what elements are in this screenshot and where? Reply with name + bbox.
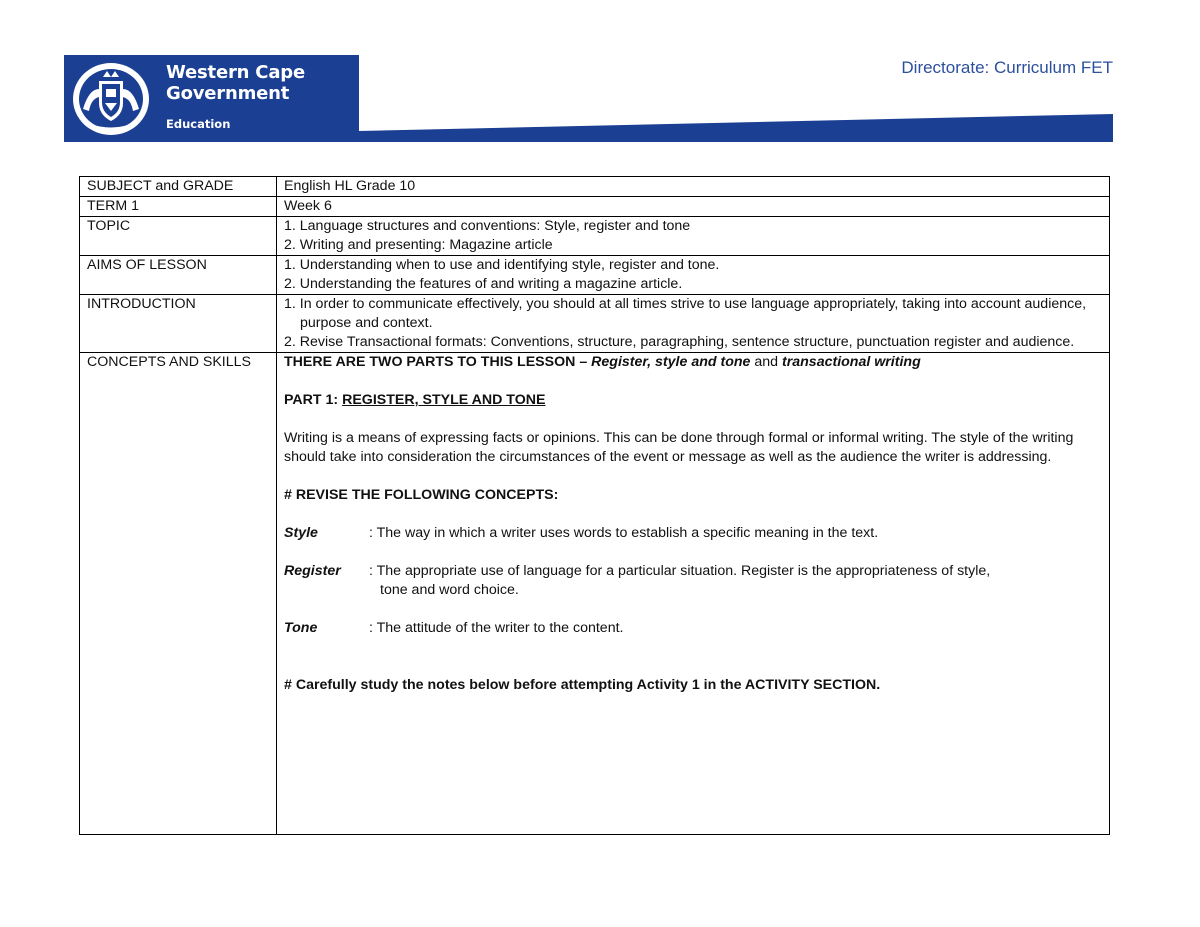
- table-row: [80, 256, 1110, 295]
- definition-continuation: tone and word choice.: [380, 582, 519, 598]
- subject-value: English HL Grade 10: [277, 177, 1110, 197]
- lesson-parts-intro: [284, 353, 1103, 372]
- term-style: [284, 524, 1103, 543]
- introduction-value: [277, 295, 1110, 353]
- intro-and: and: [750, 354, 782, 370]
- term-definition: [369, 562, 1103, 600]
- term-name: Style: [284, 525, 318, 541]
- part1-heading: [284, 391, 1103, 410]
- government-name: [166, 62, 356, 104]
- concepts-content: [277, 353, 1110, 835]
- part1-label: PART 1:: [284, 392, 343, 408]
- intro-part-1: Register, style and tone: [591, 354, 751, 370]
- lesson-plan-table: [79, 176, 1110, 835]
- directorate-label: Directorate: Curriculum FET: [901, 58, 1113, 77]
- aim-item: 2. Understanding the features of and writing a magazine article.: [284, 276, 683, 292]
- department-name: Education: [166, 117, 231, 131]
- term-tone: [284, 619, 1103, 638]
- term-name: Tone: [284, 620, 318, 636]
- header-band: [358, 114, 1113, 142]
- topic-item: 2. Writing and presenting: Magazine article: [284, 237, 553, 253]
- term-name: Register: [284, 563, 341, 579]
- introduction-label: INTRODUCTION: [80, 295, 277, 353]
- coat-of-arms-icon: [69, 59, 153, 139]
- activity-note: # Carefully study the notes below before attempting Activity 1 in the ACTIVITY SECTION.: [284, 677, 881, 693]
- term-value: Week 6: [277, 197, 1110, 217]
- introduction-item: 1. In order to communicate effectively, you should at all times strive to use language appropriately, taking into account audience, purpose and context.: [284, 296, 1087, 331]
- concepts-label: CONCEPTS AND SKILLS: [80, 353, 277, 835]
- table-row: [80, 197, 1110, 217]
- revise-heading: # REVISE THE FOLLOWING CONCEPTS:: [284, 487, 559, 503]
- topic-item: 1. Language structures and conventions: Style, register and tone: [284, 218, 691, 234]
- part1-title: REGISTER, STYLE AND TONE: [342, 392, 546, 408]
- topic-value: [277, 217, 1110, 256]
- introduction-item: 2. Revise Transactional formats: Conventions, structure, paragraphing, sentence structure, punctuation register and audience.: [284, 334, 1075, 350]
- logo-block: [64, 55, 359, 142]
- table-row: [80, 295, 1110, 353]
- logo-line-1: Western Cape: [166, 62, 305, 83]
- table-row: [80, 177, 1110, 197]
- definition-text: : The way in which a writer uses words to establish a specific meaning in the text.: [369, 525, 879, 541]
- writing-paragraph: Writing is a means of expressing facts or opinions. This can be done through formal or informal writing. The style of the writing should take into consideration the circumstances of the event or message as well as the audience the writer is addressing.: [284, 430, 1074, 465]
- aim-item: 1. Understanding when to use and identifying style, register and tone.: [284, 257, 720, 273]
- table-row: [80, 353, 1110, 835]
- term-definition: [369, 524, 1103, 543]
- table-row: [80, 217, 1110, 256]
- topic-label: TOPIC: [80, 217, 277, 256]
- subject-label: SUBJECT and GRADE: [80, 177, 277, 197]
- intro-part-2: transactional writing: [782, 354, 921, 370]
- aims-label: AIMS OF LESSON: [80, 256, 277, 295]
- logo-line-2: Government: [166, 83, 290, 104]
- definition-text: : The appropriate use of language for a particular situation. Register is the appropriateness of style,: [369, 563, 991, 579]
- definition-text: : The attitude of the writer to the content.: [369, 620, 624, 636]
- aims-value: [277, 256, 1110, 295]
- intro-lead: THERE ARE TWO PARTS TO THIS LESSON –: [284, 354, 592, 370]
- term-label: TERM 1: [80, 197, 277, 217]
- term-register: [284, 562, 1103, 600]
- term-definition: [369, 619, 1103, 638]
